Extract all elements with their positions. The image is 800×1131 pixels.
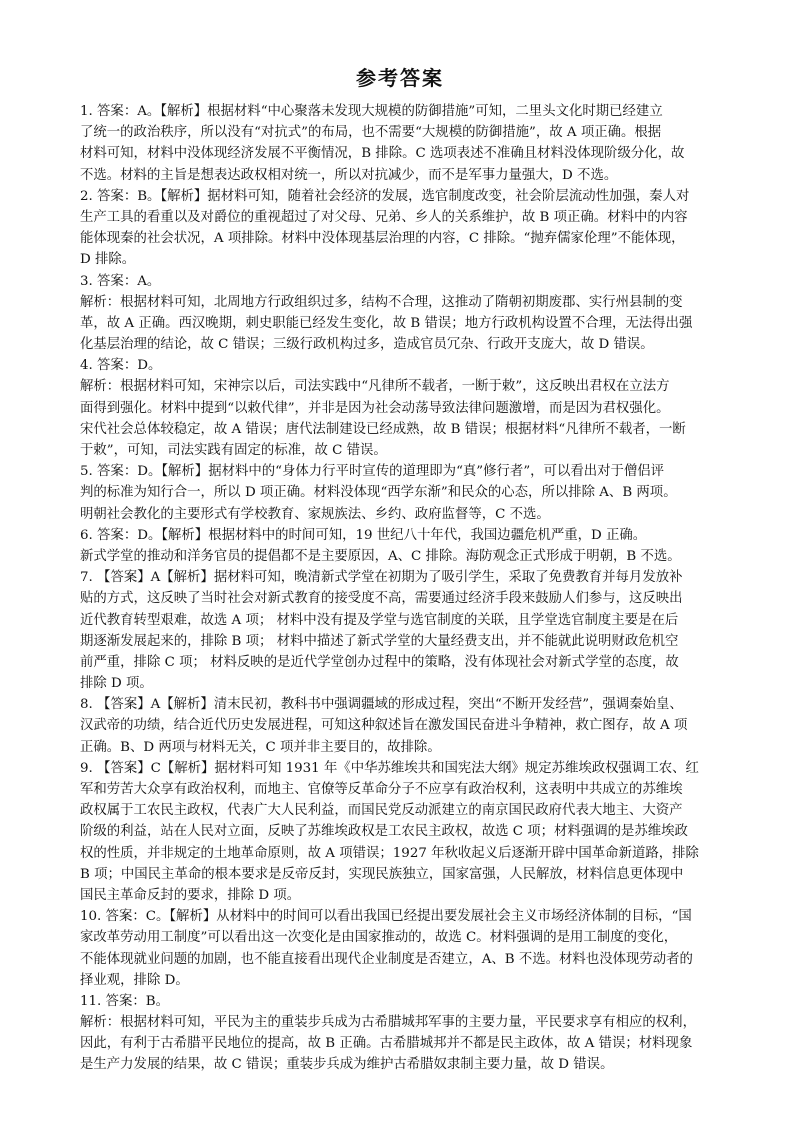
answer-line: 8. 【答案】A【解析】清末民初，教科书中强调疆域的形成过程，突出“不断开发经营”，强调秦始皇、 [80,697,683,713]
answer-entry [80,461,720,525]
answer-line: 汉武帝的功绩，结合近代历史发展进程，可知这种叙述旨在激发国民奋进斗争精神，救亡图存，故 A 项 [80,718,688,734]
page-title: 参考答案 [356,66,444,90]
answer-line: 革，故 A 正确。西汉晚期，刺史职能已经发生变化，故 B 错误；地方行政机构设置不合理，无法得出强 [80,315,693,331]
answer-line: 6. 答案：D。【解析】根据材料中的时间可知，19 世纪八十年代，我国边疆危机严重，D 正确。 [80,527,647,543]
answer-line: 11. 答案：B。 [80,993,169,1009]
answer-line: 7. 【答案】A【解析】据材料可知，晚清新式学堂在初期为了吸引学生，采取了免费教育并每月发放补 [80,570,683,586]
answer-line: 择业观，排除 D。 [80,972,189,988]
answer-entry [80,906,720,991]
answer-entry [80,355,720,461]
answer-line: 政权属于工农民主政权，代表广大人民利益，而国民党反动派建立的南京国民政府代表大地主、大资产 [80,803,683,819]
answer-line: 了统一的政治秩序，所以没有“对抗式”的布局，也不需要“大规模的防御措施”，故 A 项正确。根据 [80,125,662,141]
answer-line: 5. 答案：D。【解析】据材料中的“身体力行平时宣传的道理即为“真”修行者”，可以看出对于僧侣评 [80,464,665,480]
answer-entry [80,186,720,271]
answer-line: 前严重，排除 C 项； 材料反映的是近代学堂创办过程中的策略，没有体现社会对新式学堂的态度，故 [80,654,679,670]
answer-line: 因此，有利于古希腊平民地位的提高，故 B 正确。古希腊城邦并不都是民主政体，故 A 错误；材料现象 [80,1036,693,1052]
answer-line: 4. 答案：D。 [80,358,162,374]
answer-line: 阶级的利益，站在人民对立面，反映了苏维埃政权是工农民主政权，故选 C 项；材料强调的是苏维埃政 [80,824,688,840]
answer-line: 化基层治理的结论，故 C 错误；三级行政机构过多，造成官员冗杂、行政开支庞大，故 D 错误。 [80,337,654,353]
answer-entry [80,758,720,906]
answer-line: 排除 D 项。 [80,676,153,692]
answer-line: 于敕”，可知，司法实践有固定的标准，故 C 错误。 [80,443,387,458]
answer-line: 期逐渐发展起来的，排除 B 项； 材料中描述了新式学堂的大量经费支出，并不能就此说明财政危机空 [80,633,679,649]
answer-entry [80,694,720,758]
answer-line: 判的标准为知行合一，所以 D 项正确。材料没体现“西学东渐”和民众的心态，所以排除 A、B 两项。 [80,485,677,501]
answer-line: 明朝社会教化的主要形式有学校教育、家规族法、乡约、政府监督等，C 不选。 [80,506,550,522]
answer-entry [80,525,720,567]
answer-line: 解析：根据材料可知，平民为主的重装步兵成为古希腊城邦军事的主要力量，平民要求享有相应的权利， [80,1015,696,1031]
answer-line: 近代教育转型艰难，故选 A 项； 材料中没有提及学堂与选官制度的关联，且学堂选官制度主要是在后 [80,612,679,628]
answer-line: 解析：根据材料可知，北周地方行政组织过多，结构不合理，这推动了隋朝初期废郡、实行州县制的变 [80,294,683,310]
answer-line: 能体现秦的社会状况，A 项排除。材料中没体现基层治理的内容，C 排除。“抛弃儒家伦理”不能体现， [80,231,685,247]
answer-line: 宋代社会总体较稳定，故 A 错误；唐代法制建设已经成熟，故 B 错误；根据材料“凡律所不载者，一断 [80,421,686,437]
answer-list [80,101,720,1076]
answer-line: 不能体现就业问题的加剧，也不能直接看出现代企业制度是否建立，A、B 不选。材料也没体现劳动者的 [80,951,693,967]
answer-line: 3. 答案：A。 [80,273,161,289]
answer-line: 权的性质，并非规定的土地革命原则，故 A 项错误；1927 年秋收起义后逐渐开辟中国革命新道路，排除 [80,845,699,861]
answer-entry [80,567,720,694]
answer-line: 2. 答案：B。【解析】据材料可知，随着社会经济的发展，选官制度改变，社会阶层流动性加强，秦人对 [80,188,690,204]
answer-line: 材料可知，材料中没体现经济发展不平衡情况，B 排除。C 选项表述不准确且材料没体现阶级分化，故 [80,146,685,162]
answer-line: 军和劳苦大众享有政治权利，而地主、官僚等反革命分子不应享有政治权利，这表明中共成立的苏维埃 [80,782,683,797]
answer-line: 面得到强化。材料中提到“以敕代律”，并非是因为社会动荡导致法律问题激增，而是因为君权强化。 [80,400,670,416]
answer-line: 贴的方式，这反映了当时社会对新式教育的接受度不高，需要通过经济手段来鼓励人们参与，这反映出 [80,591,683,607]
answer-line: D 排除。 [80,252,136,268]
answer-line: 1. 答案：A。【解析】根据材料“中心聚落未发现大规模的防御措施”可知，二里头文化时期已经建立 [80,104,663,119]
answer-line: 国民主革命反封的要求，排除 D 项。 [80,887,301,903]
answer-sheet [80,62,720,1076]
answer-line: B 项；中国民主革命的根本要求是反帝反封，实现民族独立，国家富强，人民解放，材料信息更体现中 [80,866,684,882]
answer-entry [80,991,720,1076]
answer-line: 是生产力发展的结果，故 C 错误；重装步兵成为维护古希腊奴隶制主要力量，故 D 错误。 [80,1057,614,1073]
answer-line: 新式学堂的推动和洋务官员的提倡都不是主要原因，A、C 排除。海防观念正式形成于明朝，B 不选。 [80,548,681,564]
answer-line: 不选。材料的主旨是想表达政权相对统一，所以对抗减少，而不是军事力量强大，D 不选。 [80,167,618,183]
answer-line: 家改革劳动用工制度”可以看出这一次变化是由国家推动的，故选 C。材料强调的是用工制度的变化， [80,930,678,946]
answer-entry [80,271,720,356]
answer-entry [80,101,720,186]
answer-line: 解析：根据材料可知，宋神宗以后，司法实践中“凡律所不载者，一断于敕”，这反映出君权在立法方 [80,379,670,395]
answer-line: 正确。B、D 两项与材料无关，C 项并非主要目的，故排除。 [80,739,441,755]
answer-line: 9. 【答案】C【解析】据材料可知 1931 年《中华苏维埃共和国宪法大纲》规定苏维埃政权强调工农、红 [80,760,699,776]
answer-line: 10. 答案：C。【解析】从材料中的时间可以看出我国已经提出要发展社会主义市场经济体制的目标，“国 [80,909,692,925]
answer-line: 生产工具的看重以及对爵位的重视超过了对父母、兄弟、乡人的关系维护，故 B 项正确。材料中的内容 [80,209,688,225]
